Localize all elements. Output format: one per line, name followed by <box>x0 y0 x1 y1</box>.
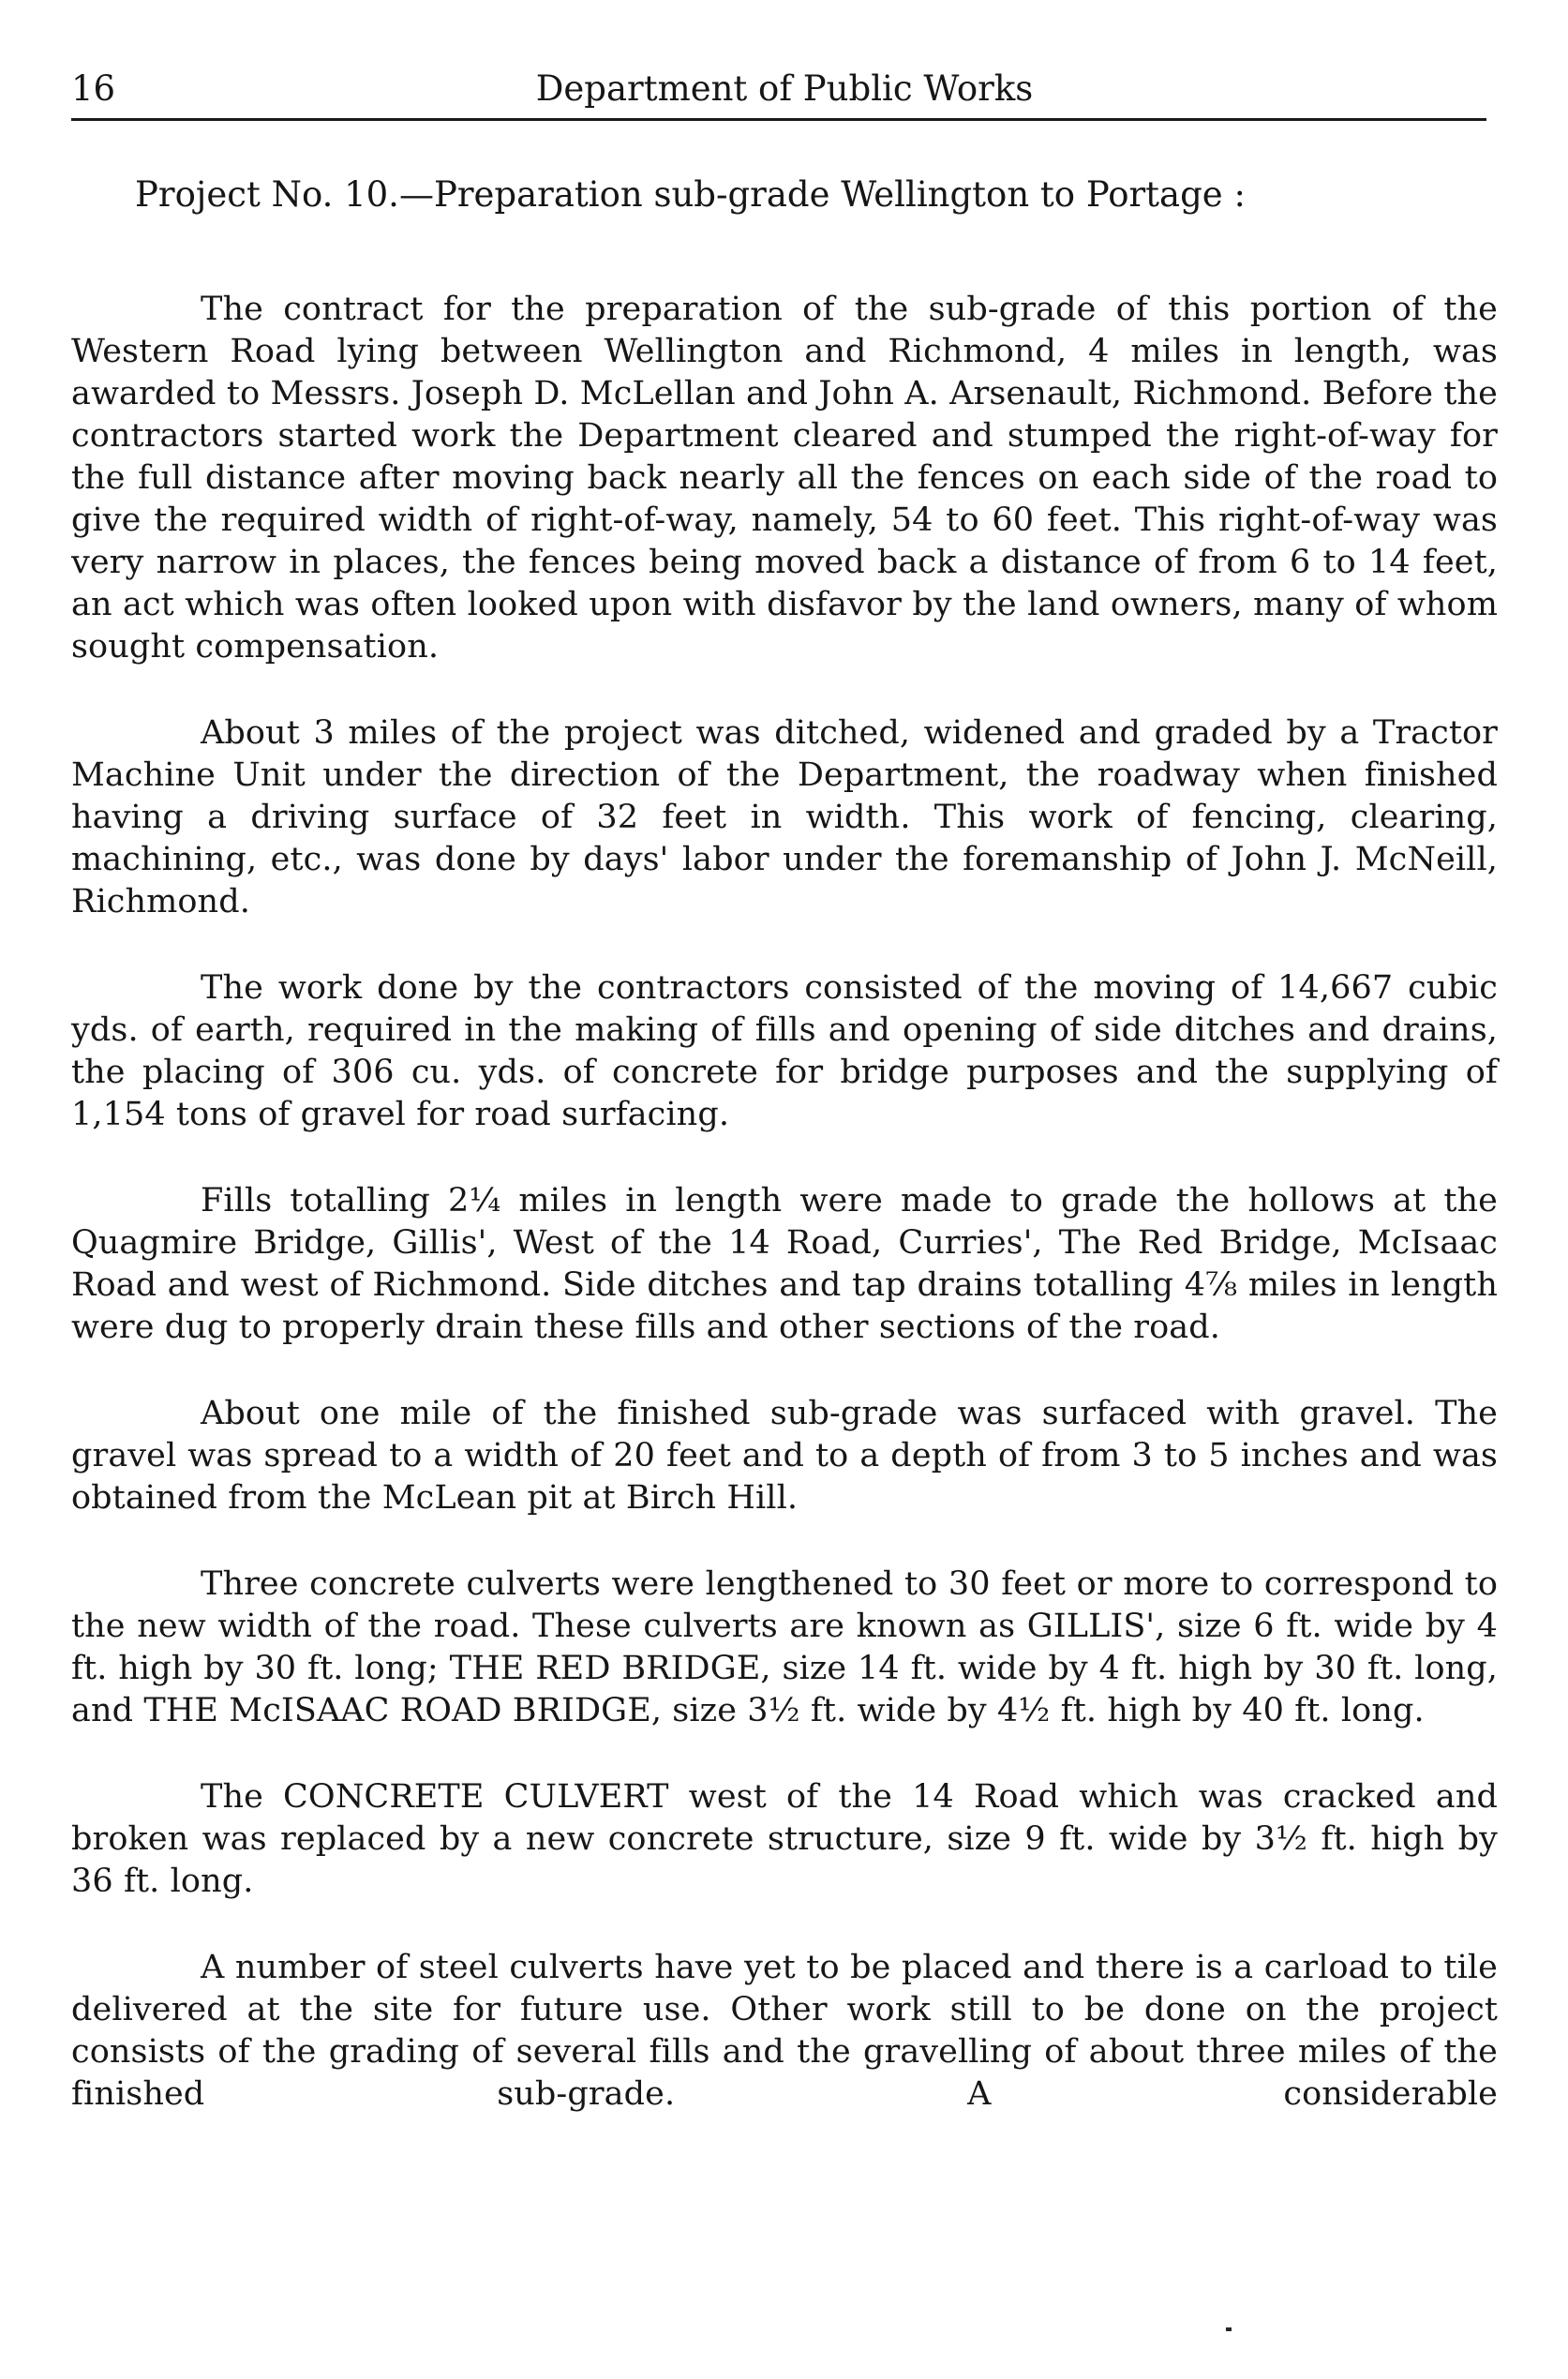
page-number: 16 <box>71 68 116 109</box>
paragraph-replaced-culvert: The CONCRETE CULVERT west of the 14 Road which was cracked and broken was replaced by a new concrete structure, size 9 ft. wide by 3½ ft. high by 36 ft. long. <box>71 1778 1498 1900</box>
header-rule <box>71 118 1486 121</box>
paragraph-remaining-work: A number of steel culverts have yet to be placed and there is a carload to tile delivered at the site for future use. Other work still to be done on the project consists of the grading of several fills and the gravelling of about three miles of the finished sub-grade. A considerable <box>71 1949 1498 2113</box>
paragraph-contract: The contract for the preparation of the sub-grade of this portion of the Western Road lying between Wellington and Richmond, 4 miles in length, was awarded to Messrs. Joseph D. McLellan and John A. Arsenault, Richmond. Before the contractors started work the Department cleared and stumped the right-of-way for the full distance after moving back nearly all the fences on each side of the road to give the required width of right-of-way, namely, 54 to 60 feet. This right-of-way was very narrow in places, the fences being moved back a distance of from 6 to 14 feet, an act which was often looked upon with disfavor by the land owners, many of whom sought compensation. <box>71 291 1498 666</box>
running-head: Department of Public Works <box>535 68 1034 109</box>
paragraph-contractors-work: The work done by the contractors consisted of the moving of 14,667 cubic yds. of earth, required in the making of fills and opening of side ditches and drains, the placing of 306 cu. yds. of concrete for bridge purposes and the supplying of 1,154 tons of gravel for road surfacing. <box>71 969 1498 1133</box>
page-mark <box>1226 2327 1232 2331</box>
project-title: Project No. 10.—Preparation sub-grade Wellington to Portage : <box>135 174 1246 215</box>
paragraph-tractor-machine-unit: About 3 miles of the project was ditched, widened and graded by a Tractor Machine Unit under the direction of the Department, the roadway when finished having a driving surface of 32 feet in width. This work of fencing, clearing, machining, etc., was done by days' labor under the foremanship of John J. McNeill, Richmond. <box>71 714 1498 920</box>
paragraph-concrete-culverts: Three concrete culverts were lengthened to 30 feet or more to correspond to the new width of the road. These culverts are known as GILLIS', size 6 ft. wide by 4 ft. high by 30 ft. long; THE RED BRIDGE, size 14 ft. wide by 4 ft. high by 30 ft. long, and THE McISAAC ROAD BRIDGE, size 3½ ft. wide by 4½ ft. high by 40 ft. long. <box>71 1565 1498 1729</box>
document-page <box>71 56 1498 2113</box>
paragraph-gravel-surface: About one mile of the finished sub-grade was surfaced with gravel. The gravel was spread to a width of 20 feet and to a depth of from 3 to 5 inches and was obtained from the McLean pit at Birch Hill. <box>71 1395 1498 1517</box>
page-header <box>71 56 1498 122</box>
document-body <box>71 289 1498 2116</box>
paragraph-fills-and-ditches: Fills totalling 2¼ miles in length were made to grade the hollows at the Quagmire Bridge, Gillis', West of the 14 Road, Curries', The Red Bridge, McIsaac Road and west of Richmond. Side ditches and tap drains totalling 4⅞ miles in length were dug to properly drain these fills and other sections of the road. <box>71 1182 1498 1346</box>
